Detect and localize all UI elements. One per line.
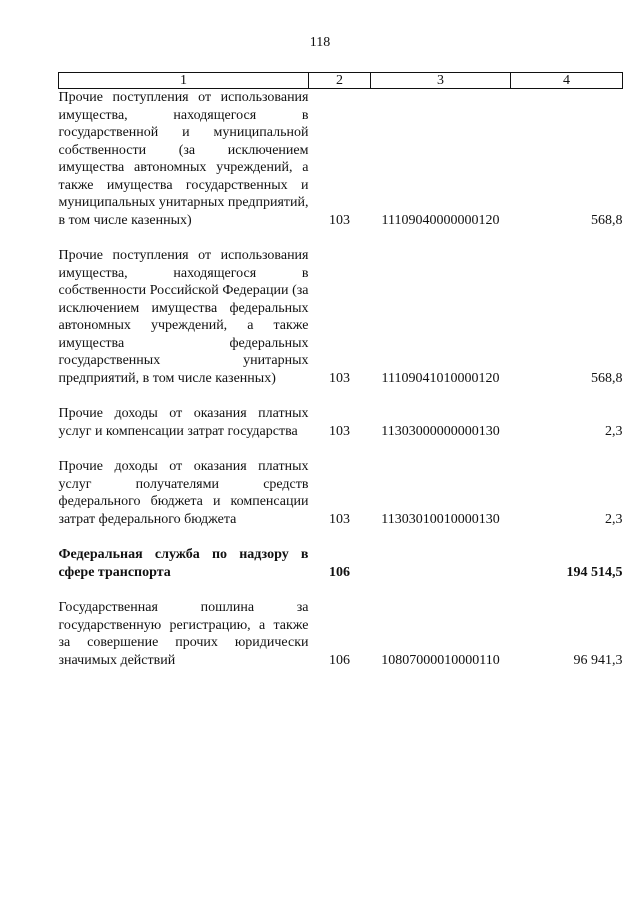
table-row bbox=[59, 599, 623, 669]
row-spacer bbox=[59, 387, 623, 405]
row-amount: 568,8 bbox=[591, 370, 623, 386]
row-amount: 568,8 bbox=[591, 212, 623, 228]
row-classification-code: 11303000000000130 bbox=[381, 423, 500, 439]
table-row bbox=[59, 458, 623, 528]
table-body bbox=[59, 89, 623, 670]
table-header bbox=[59, 73, 623, 89]
row-name: Прочие поступления от использования имущества, находящегося в собственности Российской Федерации (за исключением имущества федеральных автономных учреждений, а также имущества федеральных государственных унитарных предприятий, в том числе казенных) bbox=[58, 248, 309, 386]
column-header-1: 1 bbox=[59, 73, 309, 89]
row-admin-code: 106 bbox=[329, 564, 350, 580]
row-classification-code: 11109040000000120 bbox=[381, 212, 500, 228]
header-row bbox=[59, 73, 623, 89]
row-name: Государственная пошлина за государственную регистрацию, а также за совершение прочих юридически значимых действий bbox=[58, 600, 309, 668]
column-header-4: 4 bbox=[511, 73, 623, 89]
revenue-table bbox=[58, 72, 623, 669]
table-row bbox=[59, 247, 623, 387]
row-admin-code: 103 bbox=[329, 511, 350, 527]
column-header-2: 2 bbox=[309, 73, 371, 89]
row-name: Прочие доходы от оказания платных услуг получателями средств федерального бюджета и компенсации затрат федерального бюджета bbox=[58, 459, 309, 527]
table-row bbox=[59, 89, 623, 230]
row-admin-code: 106 bbox=[329, 652, 350, 668]
row-classification-code: 10807000010000110 bbox=[381, 652, 500, 668]
page-number: 118 bbox=[309, 35, 331, 50]
row-admin-code: 103 bbox=[329, 423, 350, 439]
row-spacer bbox=[59, 440, 623, 458]
table-row bbox=[59, 405, 623, 440]
row-spacer bbox=[59, 581, 623, 599]
row-admin-code: 103 bbox=[329, 370, 350, 386]
row-amount: 96 941,3 bbox=[573, 652, 623, 668]
row-admin-code: 103 bbox=[329, 212, 350, 228]
row-classification-code: 11109041010000120 bbox=[381, 370, 500, 386]
row-name: Федеральная служба по надзору в сфере транспорта bbox=[58, 547, 309, 580]
row-spacer bbox=[59, 229, 623, 247]
row-name: Прочие доходы от оказания платных услуг и компенсации затрат государства bbox=[58, 406, 309, 439]
row-classification-code bbox=[371, 546, 511, 581]
row-amount: 2,3 bbox=[605, 511, 623, 527]
row-classification-code: 11303010010000130 bbox=[381, 511, 500, 527]
row-amount: 2,3 bbox=[605, 423, 623, 439]
table-row bbox=[59, 546, 623, 581]
column-header-3: 3 bbox=[371, 73, 511, 89]
row-amount: 194 514,5 bbox=[566, 564, 623, 580]
row-name: Прочие поступления от использования имущества, находящегося в государственной и муниципальной собственности (за исключением имущества автономных учреждений, а также имущества государственных и муниципальных унитарных предприятий, в том числе казенных) bbox=[58, 90, 309, 228]
row-spacer bbox=[59, 528, 623, 546]
